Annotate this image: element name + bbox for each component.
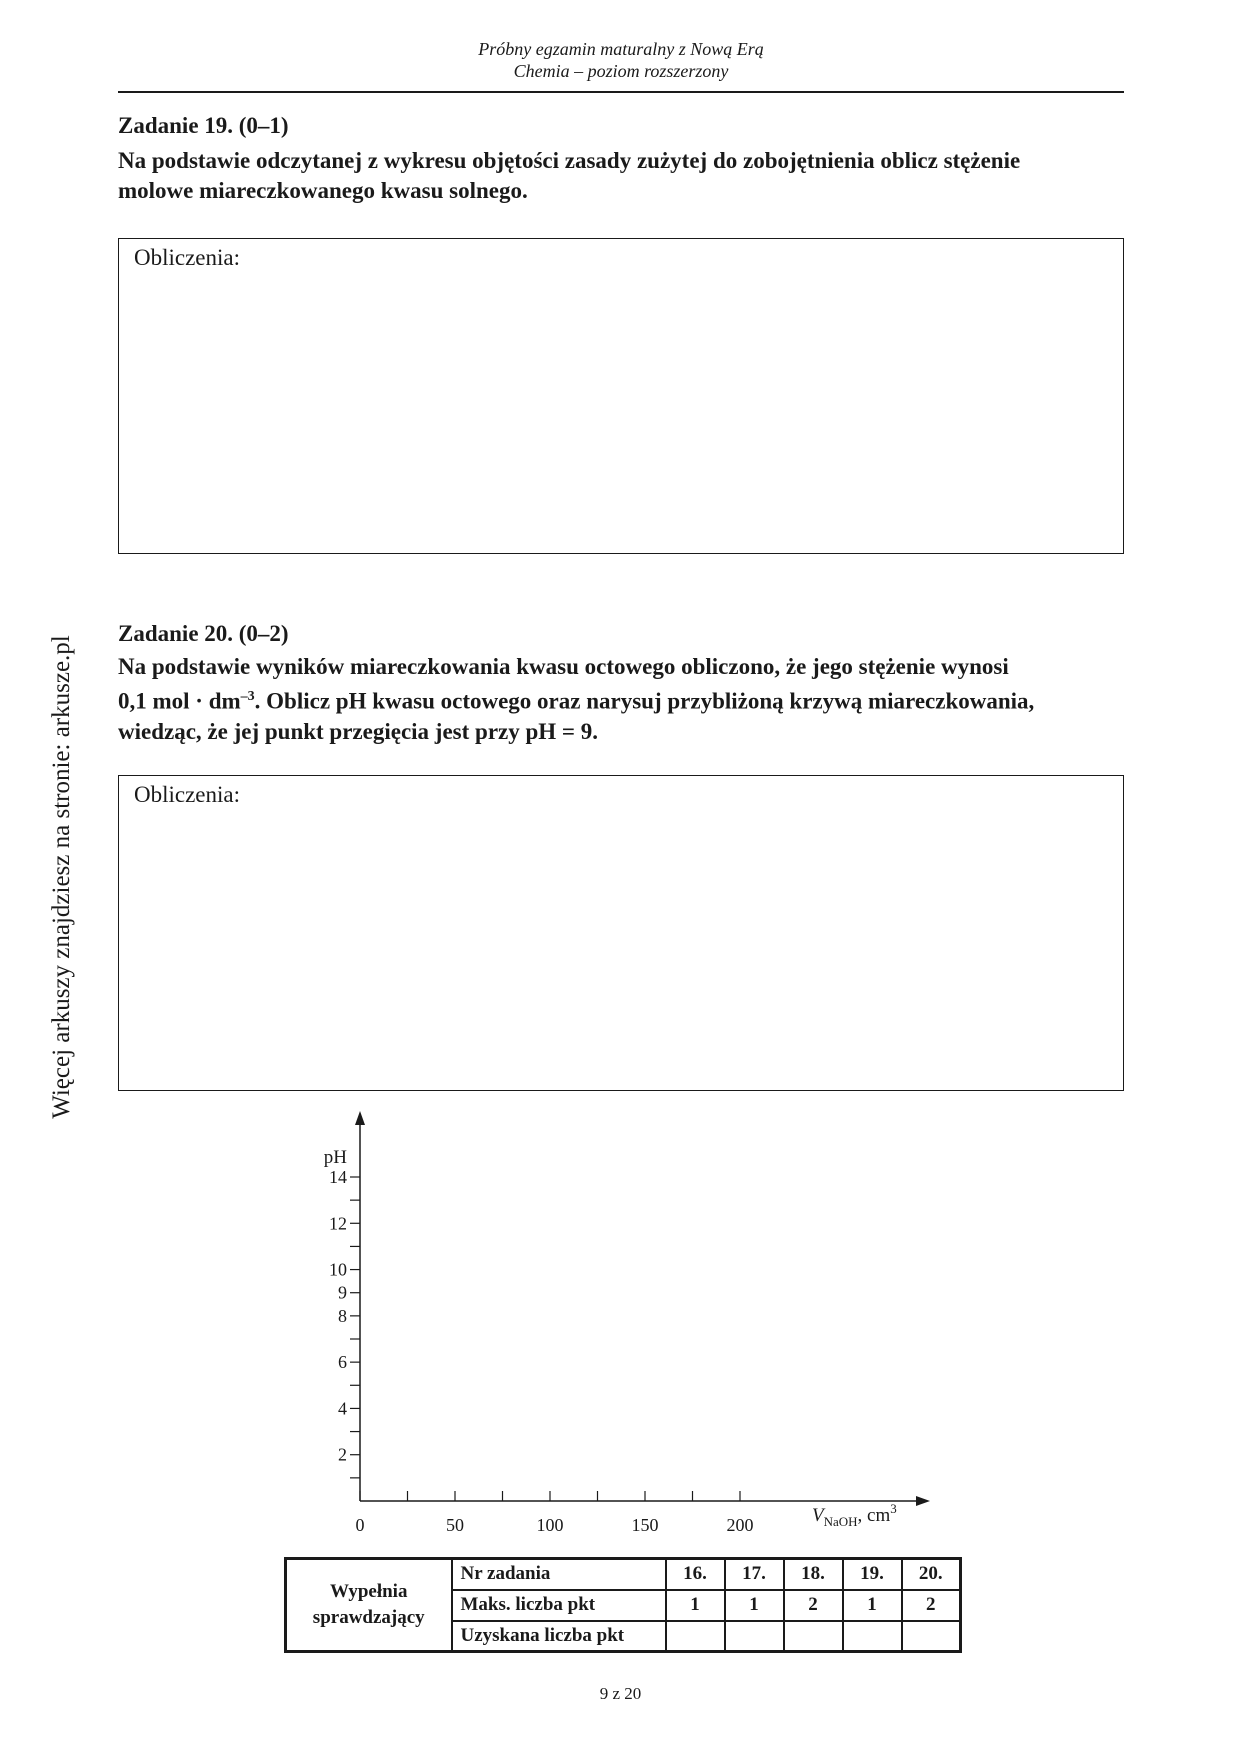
task20-instruction [118,652,1124,747]
obtained-points-row-label: Uzyskana liczba pkt [452,1621,666,1652]
y-tick-label: 10 [329,1259,347,1280]
y-axis-arrow-icon [355,1111,365,1125]
y-tick-label: 9 [338,1282,347,1303]
task20-box-label: Obliczenia: [134,782,241,807]
task-number-cell: 16. [666,1559,725,1590]
page-number: 9 z 20 [599,1684,642,1703]
task20-exponent: –3 [240,689,255,704]
obtained-points-input-cell[interactable] [902,1621,961,1652]
task-number-cell: 18. [784,1559,843,1590]
task-number-cell: 17. [725,1559,784,1590]
x-tick-label: 150 [631,1515,659,1535]
x-tick-label: 50 [446,1515,464,1535]
obtained-points-input-cell[interactable] [784,1621,843,1652]
task-number-cell: 20. [902,1559,961,1590]
task19-title: Zadanie 19. (0–1) [118,113,289,138]
x-tick-label: 100 [536,1515,564,1535]
score-table [284,1557,962,1653]
header-exam-title: Próbny egzamin maturalny z Nową Erą [478,39,764,59]
max-points-cell: 2 [784,1590,843,1621]
max-points-cell: 1 [666,1590,725,1621]
task20-text-line3: wiedząc, że jej punkt przegięcia jest przy pH = 9. [118,718,599,744]
max-points-cell: 1 [843,1590,902,1621]
task20-text-line2-rest: . Oblicz pH kwasu octowego oraz narysuj przybliżoną krzywą miareczkowania, [254,688,1035,714]
y-axis-label: pH [323,1147,347,1168]
y-tick-label: 2 [338,1444,347,1465]
y-tick-label: 4 [338,1398,347,1419]
header-subject: Chemia – poziom rozszerzony [513,61,729,81]
ph-titration-chart[interactable] [290,1105,950,1535]
obtained-points-input-cell[interactable] [666,1621,725,1652]
y-tick-label: 6 [338,1352,347,1373]
header-divider [118,91,1124,93]
y-tick-label: 12 [329,1213,347,1234]
max-points-cell: 2 [902,1590,961,1621]
filled-by-cell [286,1559,452,1652]
y-tick-label: 14 [329,1167,347,1187]
task20-title: Zadanie 20. (0–2) [118,621,289,646]
task19-instruction [118,146,1124,206]
max-points-row-label: Maks. liczba pkt [452,1590,666,1621]
task20-text-line2 [118,682,1124,717]
filled-by-line1: Wypełnia [330,1581,408,1602]
task19-text-line2: molowe miareczkowanego kwasu solnego. [118,178,528,203]
task-number-row-label: Nr zadania [452,1559,666,1590]
task20-text-line1: Na podstawie wyników miareczkowania kwasu octowego obliczono, że jego stężenie wynosi [118,654,1009,679]
max-points-cell: 1 [725,1590,784,1621]
x-axis-arrow-icon [916,1496,930,1506]
task19-text-line1: Na podstawie odczytanej z wykresu objętości zasady zużytej do zobojętnienia oblicz stężenie [118,148,1021,173]
task19-box-label: Obliczenia: [134,245,241,270]
x-tick-label: 200 [726,1515,754,1535]
task-number-cell: 19. [843,1559,902,1590]
task20-answer-box[interactable] [118,775,1124,1091]
x-axis-label: $V_{NaOH}$, $cm^3$ [812,1501,897,1529]
y-tick-label: 8 [338,1305,347,1326]
obtained-points-input-cell[interactable] [725,1621,784,1652]
side-watermark-note: Więcej arkuszy znajdziesz na stronie: arkusze.pl [48,635,75,1119]
task19-answer-box[interactable] [118,238,1124,554]
filled-by-line2: sprawdzający [312,1607,425,1628]
obtained-points-input-cell[interactable] [843,1621,902,1652]
x-tick-label: 0 [355,1515,365,1535]
task20-concentration: 0,1 mol · dm [118,688,241,714]
page-header [118,38,1124,82]
